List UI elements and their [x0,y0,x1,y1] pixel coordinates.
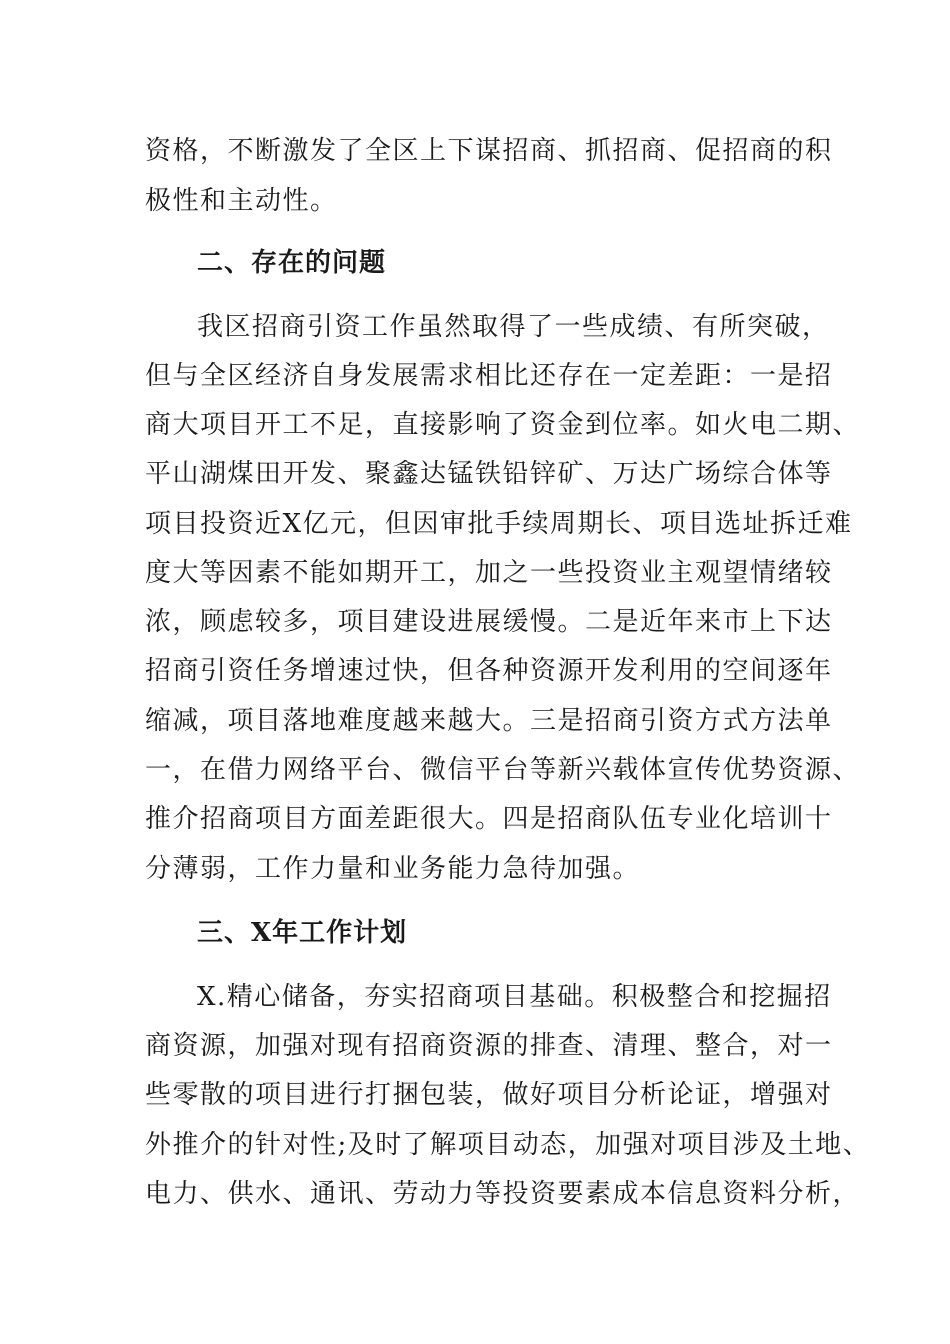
paragraph-line: 浓，顾虑较多，项目建设进展缓慢。二是近年来市上下达 [145,607,833,637]
paragraph-line: 商资源，加强对现有招商资源的排查、清理、整合，对一 [145,1031,833,1061]
paragraph-line: 缩减，项目落地难度越来越大。三是招商引资方式方法单 [145,706,833,736]
section-heading-work-plan: 三、X年工作计划 [197,918,408,948]
paragraph-line: 招商引资任务增速过快，但各种资源开发利用的空间逐年 [145,656,833,686]
paragraph-line: 推介招商项目方面差距很大。四是招商队伍专业化培训十 [145,804,833,834]
paragraph-line: 但与全区经济自身发展需求相比还存在一定差距：一是招 [145,361,833,391]
paragraph-line: 一，在借力网络平台、微信平台等新兴载体宣传优势资源、 [145,755,861,785]
paragraph-line: 我区招商引资工作虽然取得了一些成绩、有所突破， [197,312,830,342]
paragraph-line: 些零散的项目进行打捆包装，做好项目分析论证，增强对 [145,1080,833,1110]
paragraph-line: 外推介的针对性;及时了解项目动态，加强对项目涉及土地、 [145,1130,871,1160]
paragraph-line: 电力、供水、通讯、劳动力等投资要素成本信息资料分析， [145,1179,861,1209]
paragraph-line: 商大项目开工不足，直接影响了资金到位率。如火电二期、 [145,410,861,440]
paragraph-line: 资格，不断激发了全区上下谋招商、抓招商、促招商的积 [145,136,833,166]
paragraph-line: 项目投资近X亿元，但因审批手续周期长、项目选址拆迁难 [145,509,853,539]
paragraph-line: 分薄弱，工作力量和业务能力急待加强。 [145,854,641,884]
paragraph-line: X.精心储备，夯实招商项目基础。积极整合和挖掘招 [197,982,832,1012]
paragraph-line: 极性和主动性。 [145,186,338,216]
section-heading-problems: 二、存在的问题 [197,248,387,278]
paragraph-line: 度大等因素不能如期开工，加之一些投资业主观望情绪较 [145,558,833,588]
paragraph-line: 平山湖煤田开发、聚鑫达锰铁铅锌矿、万达广场综合体等 [145,459,833,489]
